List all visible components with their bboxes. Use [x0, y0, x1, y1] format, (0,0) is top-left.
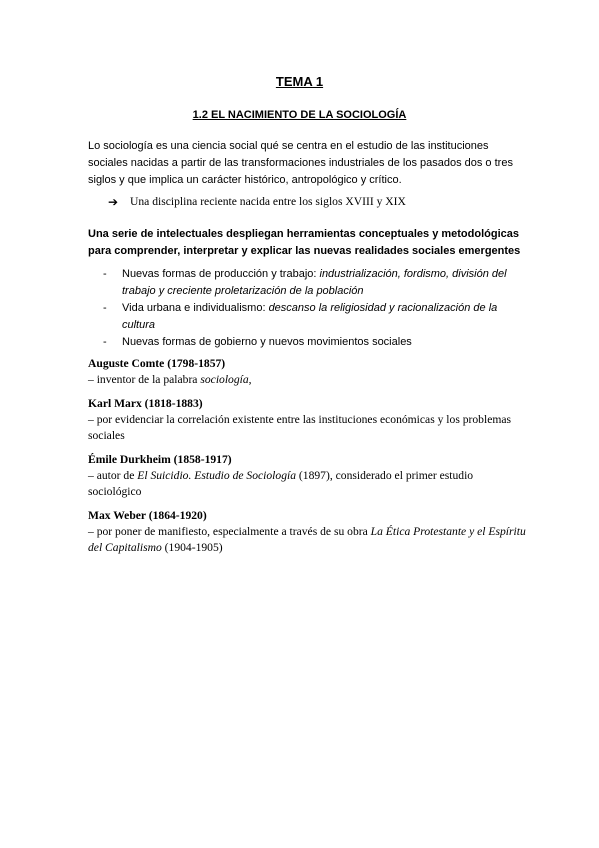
description-text: – autor de [88, 469, 138, 482]
description-italic: La Ética Protestante y el Espíritu del Capitalismo [88, 525, 526, 554]
list-dash: - [103, 268, 107, 280]
arrow-bullet-item [108, 194, 528, 210]
description-italic: sociología [200, 373, 249, 386]
person-description [88, 412, 528, 444]
description-text: – inventor de la palabra [88, 373, 201, 386]
person-description [88, 468, 528, 500]
person-entry-comte [88, 356, 528, 388]
list-item [103, 266, 528, 300]
arrow-right-icon: ➔ [108, 195, 119, 209]
arrow-bullet-text: Una disciplina reciente nacida entre los siglos XVIII y XIX [130, 195, 406, 208]
person-description [88, 372, 528, 388]
person-name: Émile Durkheim (1858-1917) [88, 453, 232, 466]
description-text: (1904-1905) [161, 541, 223, 554]
description-text: , [248, 373, 252, 386]
intro-paragraph: Lo sociología es una ciencia social qué se centra en el estudio de las instituciones sociales nacidas a partir de las transformaciones industriales de los pasados dos o tres siglos y que implica un carácter histórico, antropológico y crítico. [88, 140, 513, 186]
list-item-label: Nuevas formas de producción y trabajo: [122, 268, 320, 280]
person-entry-weber [88, 508, 528, 556]
description-text: – por evidenciar la correlación existente entre las instituciones económicas y los problemas sociales [88, 413, 512, 442]
bold-paragraph: Una serie de intelectuales despliegan herramientas conceptuales y metodológicas para comprender, interpretar y explicar las nuevas realidades sociales emergentes [88, 228, 521, 257]
person-entry-marx [88, 396, 528, 444]
list-item-text [122, 334, 528, 351]
list-item-detail: industrialización, fordismo, división del trabajo y creciente proletarización de la población [122, 268, 507, 297]
section-heading: 1.2 EL NACIMIENTO DE LA SOCIOLOGÍA [192, 109, 407, 121]
person-description [88, 524, 528, 556]
list-dash: - [103, 302, 107, 314]
list-item-label: Vida urbana e individualismo: [122, 302, 269, 314]
person-name: Auguste Comte (1798-1857) [88, 357, 226, 370]
list-item-detail: descanso la religiosidad y racionalización de la cultura [122, 302, 498, 331]
bullet-list [103, 266, 528, 351]
list-item [103, 334, 528, 351]
person-entry-durkheim [88, 452, 528, 500]
list-item-text [122, 266, 528, 300]
list-item-text [122, 300, 528, 334]
list-dash: - [103, 336, 107, 348]
list-item-label: Nuevas formas de gobierno y nuevos movimientos sociales [122, 336, 412, 348]
list-item [103, 300, 528, 334]
description-italic: El Suicidio. Estudio de Sociología [137, 469, 297, 482]
description-text: (1897), considerado el primer estudio sociológico [88, 469, 474, 498]
page-title: TEMA 1 [275, 74, 324, 89]
person-name: Karl Marx (1818-1883) [88, 397, 203, 410]
person-name: Max Weber (1864-1920) [88, 509, 207, 522]
description-text: – por poner de manifiesto, especialmente a través de su obra [88, 525, 371, 538]
